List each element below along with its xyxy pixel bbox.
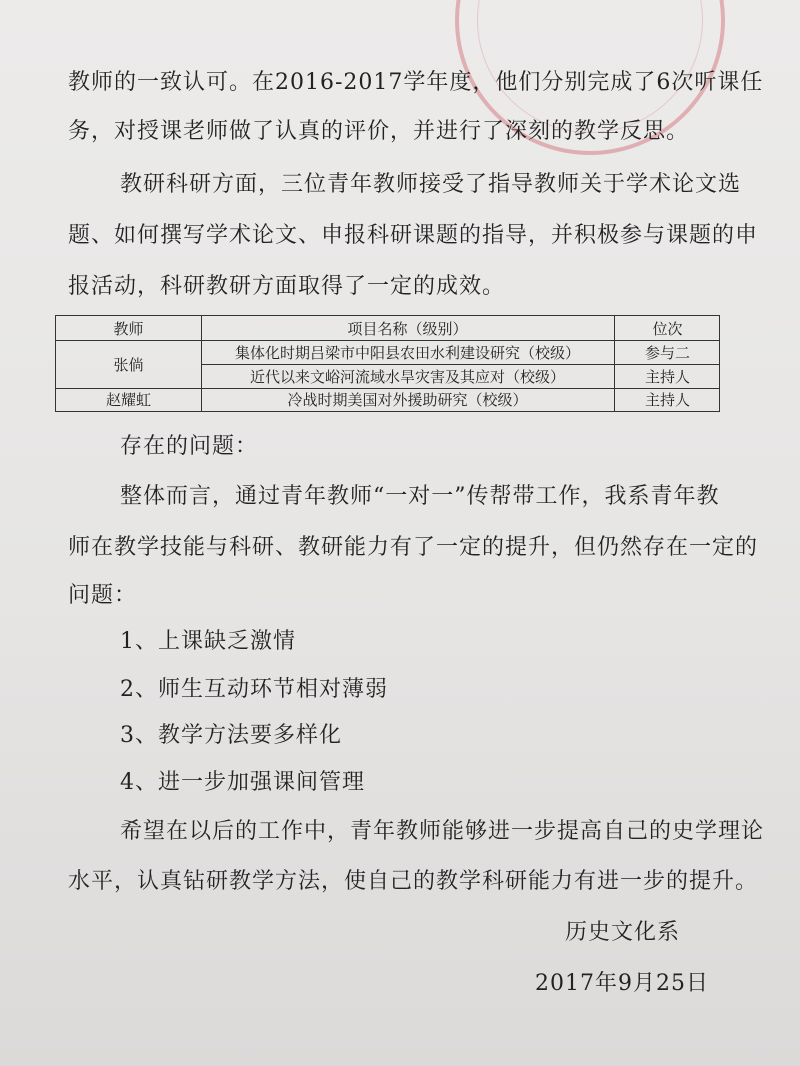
signature-date: 2017年9月25日 <box>535 971 709 996</box>
closing-line2: 水平，认真钻研教学方法，使自己的教学科研能力有进一步的提升。 <box>68 869 759 894</box>
paragraph2-line1: 教研科研方面，三位青年教师接受了指导教师关于学术论文选 <box>120 172 742 197</box>
problems-intro-line2: 师在教学技能与科研、教研能力有了一定的提升，但仍然存在一定的 <box>68 535 759 560</box>
closing-line1: 希望在以后的工作中，青年教师能够进一步提高自己的史学理论 <box>120 819 765 844</box>
problems-intro-line3: 问题： <box>68 583 138 608</box>
paragraph2-line2: 题、如何撰写学术论文、申报科研课题的指导，并积极参与课题的申 <box>68 223 759 248</box>
header-project: 项目名称（级别） <box>347 319 468 338</box>
seal-inner-ring <box>477 0 703 133</box>
problems-heading: 存在的问题： <box>120 434 259 459</box>
problem-item: 1、上课缺乏激情 <box>120 629 296 654</box>
row2-rank: 主持人 <box>644 367 690 386</box>
paragraph1-line1: 教师的一致认可。在2016-2017学年度，他们分别完成了6次听课任 <box>68 70 764 95</box>
row1-project: 集体化时期吕梁市中阳县农田水利建设研究（校级） <box>234 343 580 362</box>
row3-project: 冷战时期美国对外援助研究（校级） <box>287 391 528 409</box>
problem-item: 4、进一步加强课间管理 <box>120 770 365 795</box>
problem-item: 3、教学方法要多样化 <box>120 723 342 748</box>
header-teacher: 教师 <box>113 319 144 338</box>
header-rank: 位次 <box>652 319 683 338</box>
row1-rank: 参与二 <box>644 343 690 362</box>
row2-project: 近代以来文峪河流域水旱灾害及其应对（校级） <box>249 367 565 386</box>
problem-item: 2、师生互动环节相对薄弱 <box>120 677 388 702</box>
row3-rank: 主持人 <box>644 391 690 409</box>
paragraph1-line2: 务，对授课老师做了认真的评价，并进行了深刻的教学反思。 <box>68 119 690 144</box>
row3-teacher: 赵耀虹 <box>105 391 151 409</box>
signature-department: 历史文化系 <box>565 920 681 945</box>
paragraph2-line3: 报活动，科研教研方面取得了一定的成效。 <box>68 274 506 299</box>
row1-teacher: 张倘 <box>113 355 144 374</box>
problems-intro-line1: 整体而言，通过青年教师“一对一”传帮带工作，我系青年教 <box>120 484 720 509</box>
research-projects-table <box>55 315 720 412</box>
